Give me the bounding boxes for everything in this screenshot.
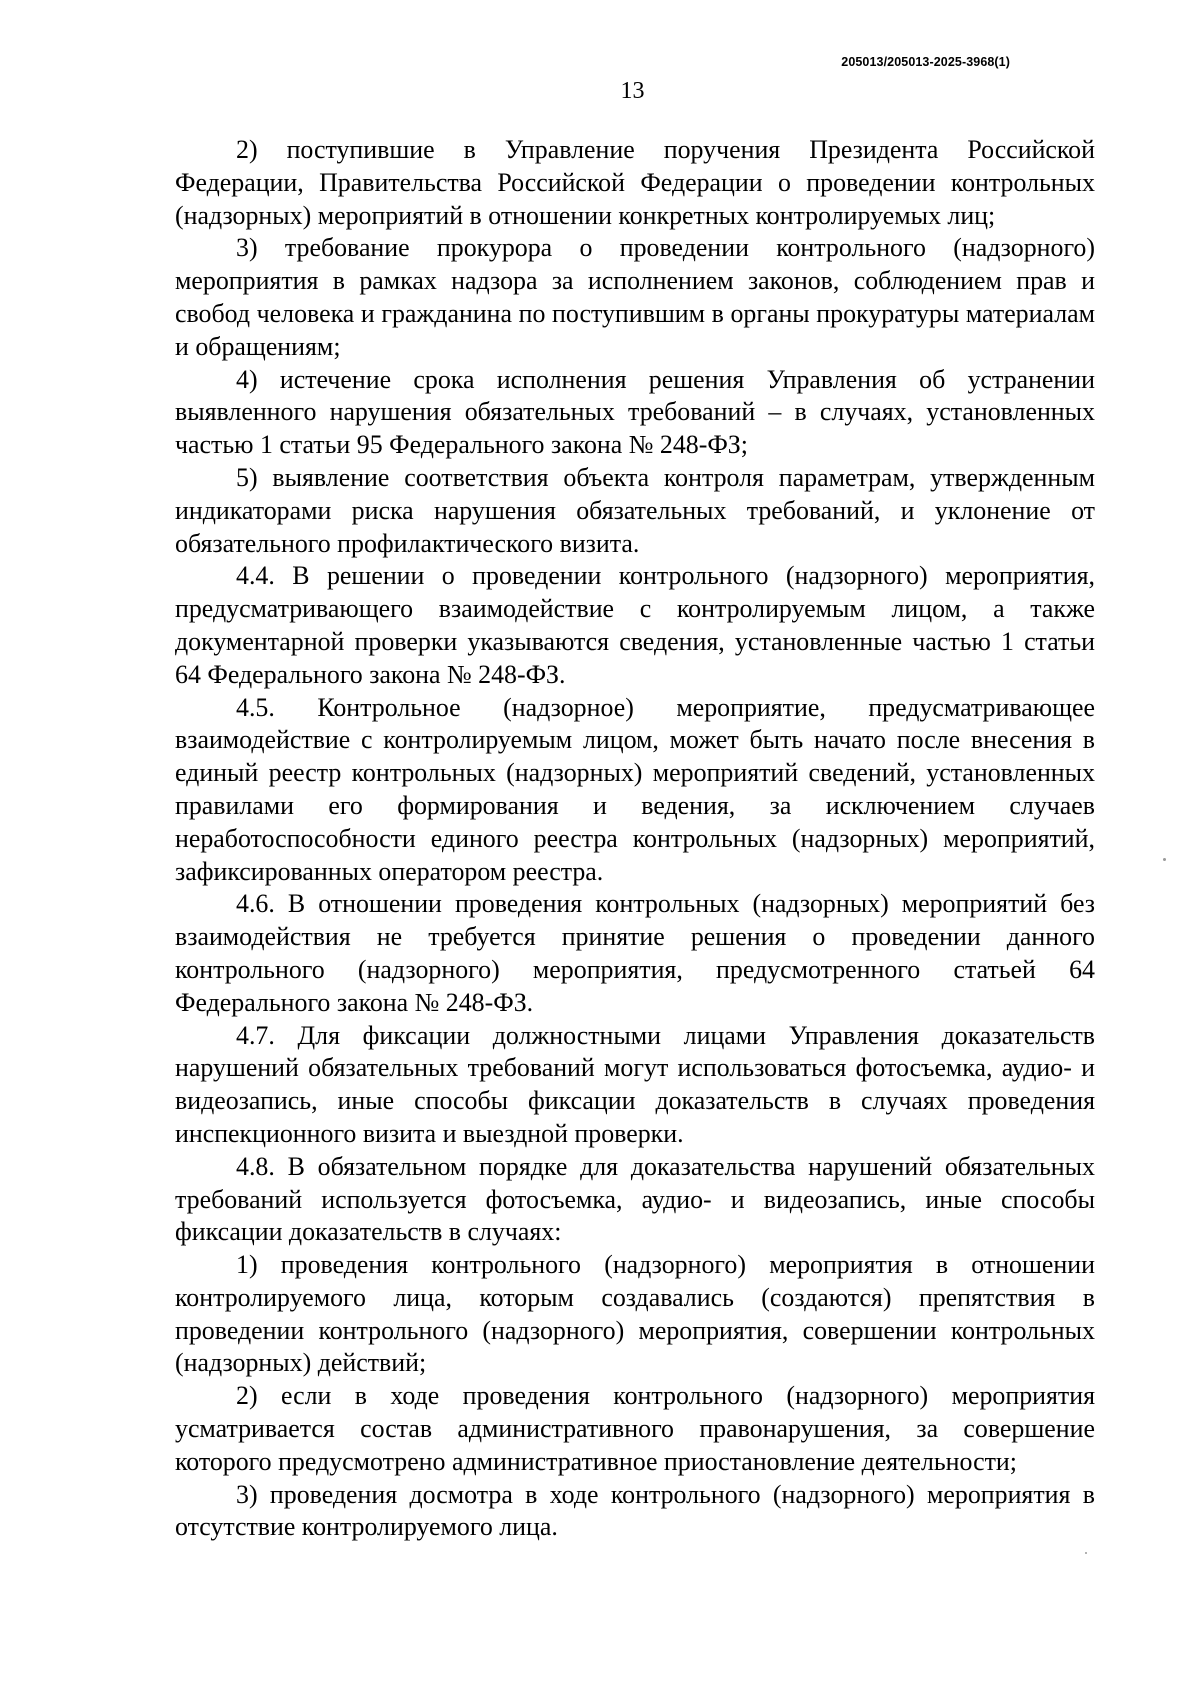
paragraph-item-4: 4) истечение срока исполнения решения Управления об устранении выявленного нарушения обязательных требований – в случаях, установленных частью 1 статьи 95 Федерального закона № 248-ФЗ;: [175, 364, 1095, 460]
paragraph-clause-4-6: 4.6. В отношении проведения контрольных (надзорных) мероприятий без взаимодействия не требуется принятие решения о проведении данного контрольного (надзорного) мероприятия, предусмотренного статьей 64 Федерального закона № 248-ФЗ.: [175, 889, 1095, 1017]
paragraph-item-2: 2) поступившие в Управление поручения Президента Российской Федерации, Правительства Российской Федерации о проведении контрольных (надзорных) мероприятий в отношении конкретных контролируемых лиц;: [175, 135, 1095, 230]
paragraph-item-5: 5) выявление соответствия объекта контроля параметрам, утвержденным индикаторами риска нарушения обязательных требований, и уклонение от обязательного профилактического визита.: [175, 462, 1095, 558]
paragraph-item-3: 3) требование прокурора о проведении контрольного (надзорного) мероприятия в рамках надзора за исполнением законов, соблюдением прав и свобод человека и гражданина по поступившим в органы прокуратуры материалам и обращениям;: [175, 233, 1095, 361]
paragraph-clause-4-5: 4.5. Контрольное (надзорное) мероприятие, предусматривающее взаимодействие с контролируемым лицом, может быть начато после внесения в единый реестр контрольных (надзорных) мероприятий сведений, установленных правилами его формирования и ведения, за исключением случаев неработоспособности единого реестра контрольных (надзорных) мероприятий, зафиксированных оператором реестра.: [175, 692, 1095, 886]
paragraph-clause-4-8-item-1: 1) проведения контрольного (надзорного) мероприятия в отношении контролируемого лица, которым создавались (создаются) препятствия в проведении контрольного (надзорного) мероприятия, совершении контрольных (надзорных) действий;: [175, 1250, 1095, 1378]
scan-speck: [1085, 1552, 1087, 1554]
document-id: 205013/205013-2025-3968(1): [841, 55, 1010, 69]
page-number: 13: [620, 78, 645, 104]
paragraph-clause-4-8: 4.8. В обязательном порядке для доказательства нарушений обязательных требований используется фотосъемка, аудио- и видеозапись, иные способы фиксации доказательств в случаях:: [175, 1151, 1095, 1247]
paragraph-clause-4-8-item-3: 3) проведения досмотра в ходе контрольного (надзорного) мероприятия в отсутствие контролируемого лица.: [175, 1479, 1095, 1542]
paragraph-clause-4-4: 4.4. В решении о проведении контрольного (надзорного) мероприятия, предусматривающего взаимодействие с контролируемым лицом, а также документарной проверки указываются сведения, установленные частью 1 статьи 64 Федерального закона № 248-ФЗ.: [175, 561, 1095, 689]
scan-speck: [1163, 858, 1166, 861]
document-body: [175, 134, 1095, 1544]
paragraph-clause-4-7: 4.7. Для фиксации должностными лицами Управления доказательств нарушений обязательных требований могут использоваться фотосъемка, аудио- и видеозапись, иные способы фиксации доказательств в случаях проведения инспекционного визита и выездной проверки.: [175, 1020, 1095, 1148]
paragraph-clause-4-8-item-2: 2) если в ходе проведения контрольного (надзорного) мероприятия усматривается состав административного правонарушения, за совершение которого предусмотрено административное приостановление деятельности;: [175, 1381, 1095, 1476]
